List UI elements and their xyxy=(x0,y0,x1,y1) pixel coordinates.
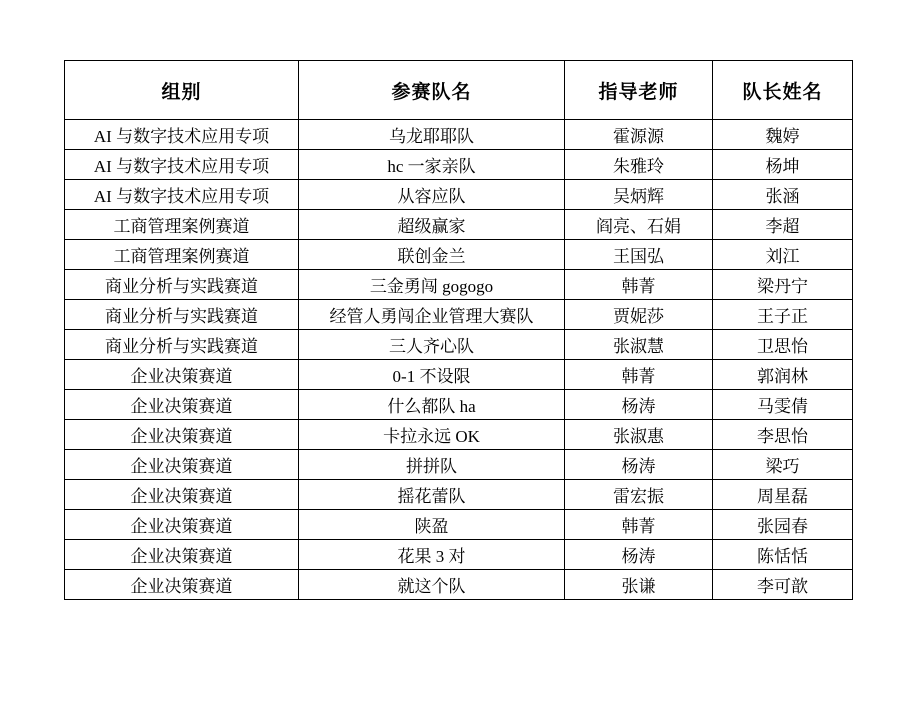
cell-group: 企业决策赛道 xyxy=(65,390,299,420)
cell-captain: 梁巧 xyxy=(713,450,853,480)
cell-captain: 刘江 xyxy=(713,240,853,270)
table-row xyxy=(65,420,853,450)
cell-captain: 李超 xyxy=(713,210,853,240)
cell-captain: 王子正 xyxy=(713,300,853,330)
cell-captain: 陈恬恬 xyxy=(713,540,853,570)
cell-team-name: 三人齐心队 xyxy=(299,330,565,360)
cell-team-name: hc 一家亲队 xyxy=(299,150,565,180)
cell-team-name: 经管人勇闯企业管理大赛队 xyxy=(299,300,565,330)
table-row xyxy=(65,330,853,360)
cell-team-name: 0-1 不设限 xyxy=(299,360,565,390)
cell-advisor: 杨涛 xyxy=(565,450,713,480)
cell-advisor: 张谦 xyxy=(565,570,713,600)
cell-team-name: 摇花蕾队 xyxy=(299,480,565,510)
cell-group: 企业决策赛道 xyxy=(65,510,299,540)
table-row xyxy=(65,360,853,390)
cell-advisor: 韩菁 xyxy=(565,270,713,300)
cell-captain: 张涵 xyxy=(713,180,853,210)
cell-team-name: 三金勇闯 gogogo xyxy=(299,270,565,300)
cell-captain: 马雯倩 xyxy=(713,390,853,420)
cell-advisor: 王国弘 xyxy=(565,240,713,270)
cell-team-name: 陕盈 xyxy=(299,510,565,540)
cell-captain: 郭润林 xyxy=(713,360,853,390)
cell-team-name: 联创金兰 xyxy=(299,240,565,270)
cell-team-name: 乌龙耶耶队 xyxy=(299,120,565,150)
cell-captain: 杨坤 xyxy=(713,150,853,180)
cell-group: 商业分析与实践赛道 xyxy=(65,330,299,360)
table-row xyxy=(65,570,853,600)
table-row xyxy=(65,270,853,300)
table-row xyxy=(65,180,853,210)
cell-group: 企业决策赛道 xyxy=(65,450,299,480)
cell-group: 企业决策赛道 xyxy=(65,360,299,390)
table-row xyxy=(65,390,853,420)
cell-captain: 张园春 xyxy=(713,510,853,540)
cell-captain: 魏婷 xyxy=(713,120,853,150)
table-row xyxy=(65,150,853,180)
cell-advisor: 朱雅玲 xyxy=(565,150,713,180)
cell-team-name: 拼拼队 xyxy=(299,450,565,480)
cell-team-name: 就这个队 xyxy=(299,570,565,600)
cell-team-name: 从容应队 xyxy=(299,180,565,210)
cell-advisor: 张淑慧 xyxy=(565,330,713,360)
cell-group: AI 与数字技术应用专项 xyxy=(65,180,299,210)
cell-advisor: 霍源源 xyxy=(565,120,713,150)
cell-team-name: 花果 3 对 xyxy=(299,540,565,570)
cell-group: 企业决策赛道 xyxy=(65,480,299,510)
table-row xyxy=(65,450,853,480)
cell-group: 企业决策赛道 xyxy=(65,420,299,450)
cell-team-name: 什么都队 ha xyxy=(299,390,565,420)
column-header-captain: 队长姓名 xyxy=(713,61,853,120)
cell-captain: 卫思怡 xyxy=(713,330,853,360)
table-row xyxy=(65,540,853,570)
cell-advisor: 韩菁 xyxy=(565,510,713,540)
column-header-team-name: 参赛队名 xyxy=(299,61,565,120)
cell-group: 商业分析与实践赛道 xyxy=(65,270,299,300)
table-header xyxy=(65,61,853,120)
cell-captain: 梁丹宁 xyxy=(713,270,853,300)
table-row xyxy=(65,240,853,270)
table-row xyxy=(65,120,853,150)
cell-advisor: 贾妮莎 xyxy=(565,300,713,330)
column-header-group: 组别 xyxy=(65,61,299,120)
cell-group: 工商管理案例赛道 xyxy=(65,240,299,270)
table-row xyxy=(65,480,853,510)
cell-group: AI 与数字技术应用专项 xyxy=(65,120,299,150)
cell-group: 企业决策赛道 xyxy=(65,540,299,570)
cell-group: 商业分析与实践赛道 xyxy=(65,300,299,330)
table-row xyxy=(65,510,853,540)
table-row xyxy=(65,300,853,330)
cell-captain: 周星磊 xyxy=(713,480,853,510)
cell-advisor: 雷宏振 xyxy=(565,480,713,510)
cell-team-name: 卡拉永远 OK xyxy=(299,420,565,450)
roster-table-container xyxy=(64,60,852,600)
header-row xyxy=(65,61,853,120)
cell-advisor: 阎亮、石娟 xyxy=(565,210,713,240)
cell-advisor: 张淑惠 xyxy=(565,420,713,450)
cell-group: AI 与数字技术应用专项 xyxy=(65,150,299,180)
cell-group: 企业决策赛道 xyxy=(65,570,299,600)
table-row xyxy=(65,210,853,240)
roster-table xyxy=(64,60,853,600)
column-header-advisor: 指导老师 xyxy=(565,61,713,120)
cell-advisor: 杨涛 xyxy=(565,540,713,570)
cell-group: 工商管理案例赛道 xyxy=(65,210,299,240)
cell-captain: 李思怡 xyxy=(713,420,853,450)
cell-advisor: 韩菁 xyxy=(565,360,713,390)
cell-advisor: 吴炳辉 xyxy=(565,180,713,210)
cell-advisor: 杨涛 xyxy=(565,390,713,420)
cell-captain: 李可歆 xyxy=(713,570,853,600)
table-body xyxy=(65,120,853,600)
cell-team-name: 超级赢家 xyxy=(299,210,565,240)
